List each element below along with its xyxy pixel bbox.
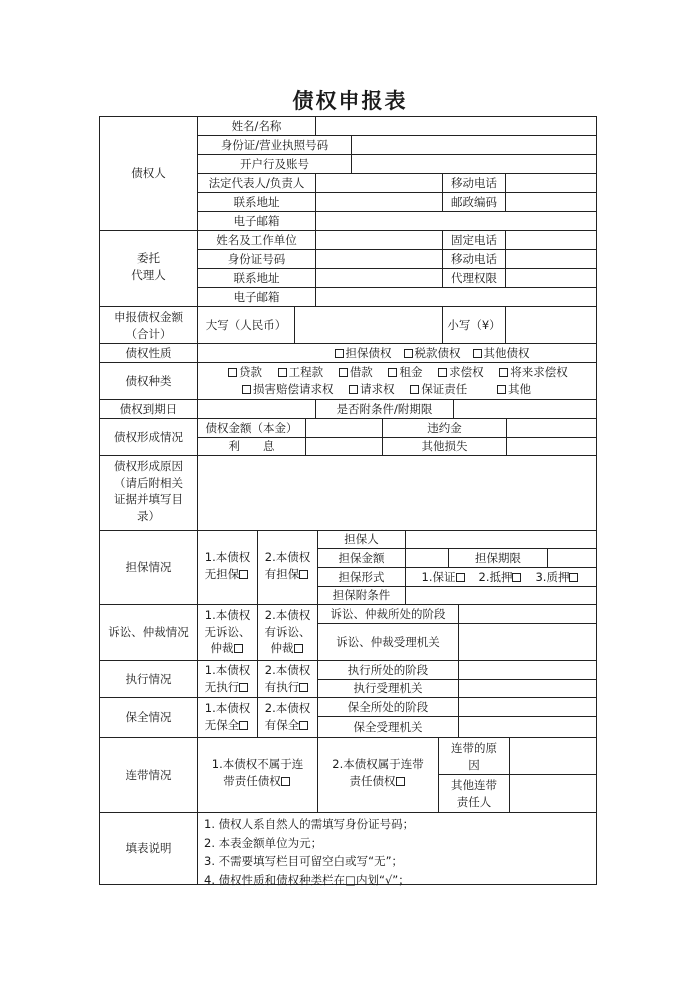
guarantor-label: 担保人 [317,530,406,549]
agent-name-label: 姓名及工作单位 [197,230,316,250]
creditor-name-label: 姓名/名称 [197,116,316,136]
guarantee-form-options [405,567,597,587]
creditor-address-label: 联系地址 [197,192,316,212]
agent-name-input[interactable] [315,230,443,250]
execution-label: 执行情况 [99,660,198,698]
checkbox-icon [234,644,243,653]
joint-reason-label: 连带的原 因 [438,737,510,775]
joint-others-input[interactable] [509,774,597,813]
agent-mobile-label: 移动电话 [442,249,506,269]
checkbox-claim-right[interactable]: 请求权 [349,382,395,396]
due-condition-input[interactable] [453,399,597,419]
checkbox-icon [299,570,308,579]
guarantee-option-has[interactable]: 2.本债权 有担保 [257,530,318,605]
due-label: 债权到期日 [99,399,198,419]
checkbox-icon [242,385,251,394]
creditor-id-label: 身份证/营业执照号码 [197,135,352,155]
checkbox-icon [239,683,248,692]
joint-option-is[interactable]: 2.本债权属于连带 责任债权 [317,737,439,813]
instruction-item: 1. 债权人系自然人的需填写身份证号码； [204,817,415,831]
agent-address-label: 联系地址 [197,268,316,288]
litigation-stage-label: 诉讼、仲裁所处的阶段 [317,604,459,624]
execution-authority-label: 执行受理机关 [317,679,459,698]
formation-other-loss-label: 其他损失 [382,437,507,456]
types-label: 债权种类 [99,362,198,400]
guarantee-period-label: 担保期限 [448,548,548,568]
agent-email-input[interactable] [315,287,597,307]
guarantee-period-input[interactable] [547,548,597,568]
creditor-mobile-input[interactable] [505,173,597,193]
agent-authority-label: 代理权限 [442,268,506,288]
checkbox-icon [278,368,287,377]
agent-authority-input[interactable] [505,268,597,288]
creditor-bank-label: 开户行及账号 [197,154,352,174]
instruction-item: 3. 不需要填写栏目可留空白或写“无”； [204,854,404,869]
checkbox-project-payment[interactable]: 工程款 [278,365,324,379]
formation-label: 债权形成情况 [99,418,198,456]
execution-authority-input[interactable] [458,679,597,698]
execution-option-has[interactable]: 2.本债权 有执行 [257,660,318,698]
preservation-label: 保全情况 [99,697,198,738]
amount-capital-input[interactable] [294,306,443,344]
formation-penalty-label: 违约金 [382,418,507,438]
preservation-stage-label: 保全所处的阶段 [317,697,459,717]
checkbox-future-recourse[interactable]: 将来求偿权 [499,365,568,379]
checkbox-guaranty[interactable]: 1.保证 [422,569,467,586]
creditor-mobile-label: 移动电话 [442,173,506,193]
instruction-item: 4. 债权性质和债权种类栏在□内划“√”； [204,872,410,887]
checkbox-icon [228,368,237,377]
guarantee-option-none[interactable]: 1.本债权 无担保 [197,530,258,605]
litigation-stage-input[interactable] [458,604,597,624]
creditor-address-input[interactable] [315,192,443,212]
preservation-stage-input[interactable] [458,697,597,717]
checkbox-icon [456,573,465,582]
preservation-authority-input[interactable] [458,716,597,738]
checkbox-icon [499,368,508,377]
execution-stage-input[interactable] [458,660,597,680]
checkbox-tax-claim[interactable]: 税款债权 [404,345,461,362]
creditor-section-label: 债权人 [99,116,198,231]
checkbox-recourse[interactable]: 求偿权 [438,365,484,379]
guarantee-amount-input[interactable] [405,548,449,568]
agent-email-label: 电子邮箱 [197,287,316,307]
checkbox-icon [239,570,248,579]
nature-options [197,343,597,363]
checkbox-icon [396,777,405,786]
agent-phone-label: 固定电话 [442,230,506,250]
checkbox-icon [239,721,248,730]
preservation-option-none[interactable]: 1.本债权 无保全 [197,697,258,738]
checkbox-guarantee-claim[interactable]: 担保债权 [335,345,392,362]
checkbox-icon [299,721,308,730]
guarantee-label: 担保情况 [99,530,198,605]
checkbox-icon [299,683,308,692]
litigation-authority-label: 诉讼、仲裁受理机关 [317,623,459,661]
instructions-list [197,812,597,885]
litigation-option-has[interactable]: 2.本债权 有诉讼、 仲裁 [257,604,318,661]
page-title: 债权申报表 [292,89,408,113]
amount-small-label: 小写（¥） [442,306,506,344]
checkbox-icon [512,573,521,582]
amount-label: 申报债权金额 （合计） [99,306,198,344]
execution-stage-label: 执行所处的阶段 [317,660,459,680]
guarantee-conditions-input[interactable] [405,586,597,605]
agent-mobile-input[interactable] [505,249,597,269]
formation-other-loss-input[interactable] [506,437,597,456]
checkbox-icon [388,368,397,377]
amount-small-input[interactable] [505,306,597,344]
joint-label: 连带情况 [99,737,198,813]
types-options [197,362,597,400]
checkbox-icon [438,368,447,377]
checkbox-icon [404,349,413,358]
joint-option-not[interactable]: 1.本债权不属于连 带责任债权 [197,737,318,813]
checkbox-icon [281,777,290,786]
agent-address-input[interactable] [315,268,443,288]
formation-principal-label: 债权金额（本金） [197,418,306,438]
formation-principal-input[interactable] [305,418,383,438]
execution-option-none[interactable]: 1.本债权 无执行 [197,660,258,698]
checkbox-borrowing[interactable]: 借款 [339,365,373,379]
checkbox-icon [349,385,358,394]
litigation-authority-input[interactable] [458,623,597,661]
instruction-item: 2. 本表金额单位为元； [204,835,323,850]
joint-others-label: 其他连带 责任人 [438,774,510,813]
creditor-email-input[interactable] [315,211,597,231]
checkbox-icon [473,349,482,358]
checkbox-icon [294,644,303,653]
formation-penalty-input[interactable] [506,418,597,438]
checkbox-icon [410,385,419,394]
guarantee-amount-label: 担保金额 [317,548,406,568]
agent-section-label: 委托 代理人 [99,230,198,307]
guarantee-form-label: 担保形式 [317,567,406,587]
due-date-input[interactable] [197,399,316,419]
creditor-name-input[interactable] [315,116,597,136]
checkbox-icon [339,368,348,377]
litigation-label: 诉讼、仲裁情况 [99,604,198,661]
checkbox-icon [335,349,344,358]
agent-id-input[interactable] [315,249,443,269]
guarantee-conditions-label: 担保附条件 [317,586,406,605]
checkbox-mortgage[interactable]: 2.抵押 [479,569,524,586]
checkbox-loan[interactable]: 贷款 [228,365,262,379]
due-condition-label: 是否附条件/附期限 [315,399,454,419]
creditor-id-input[interactable] [351,135,597,155]
amount-capital-label: 大写（人民币） [197,306,295,344]
checkbox-other-type[interactable]: 其他 [497,382,531,396]
checkbox-pledge[interactable]: 3.质押 [535,569,580,586]
joint-reason-input[interactable] [509,737,597,775]
litigation-option-none[interactable]: 1.本债权 无诉讼、 仲裁 [197,604,258,661]
checkbox-guaranty-liability[interactable]: 保证责任 [410,382,467,396]
creditor-postcode-label: 邮政编码 [442,192,506,212]
creditor-email-label: 电子邮箱 [197,211,316,231]
agent-phone-input[interactable] [505,230,597,250]
instructions-label: 填表说明 [99,812,198,885]
checkbox-icon [569,573,578,582]
guarantor-input[interactable] [405,530,597,549]
creditor-legal-rep-label: 法定代表人/负责人 [197,173,316,193]
creditor-postcode-input[interactable] [505,192,597,212]
checkbox-other-claim[interactable]: 其他债权 [473,345,530,362]
checkbox-icon [497,385,506,394]
checkbox-damages[interactable]: 损害赔偿请求权 [242,382,334,396]
nature-label: 债权性质 [99,343,198,363]
formation-interest-label: 利 息 [197,437,306,456]
agent-id-label: 身份证号码 [197,249,316,269]
creditor-bank-input[interactable] [351,154,597,174]
reason-input[interactable] [197,455,597,531]
preservation-option-has[interactable]: 2.本债权 有保全 [257,697,318,738]
reason-label: 债权形成原因 （请后附相关 证据并填写目 录） [99,455,198,531]
formation-interest-input[interactable] [305,437,383,456]
creditor-legal-rep-input[interactable] [315,173,443,193]
preservation-authority-label: 保全受理机关 [317,716,459,738]
checkbox-rent[interactable]: 租金 [388,365,422,379]
